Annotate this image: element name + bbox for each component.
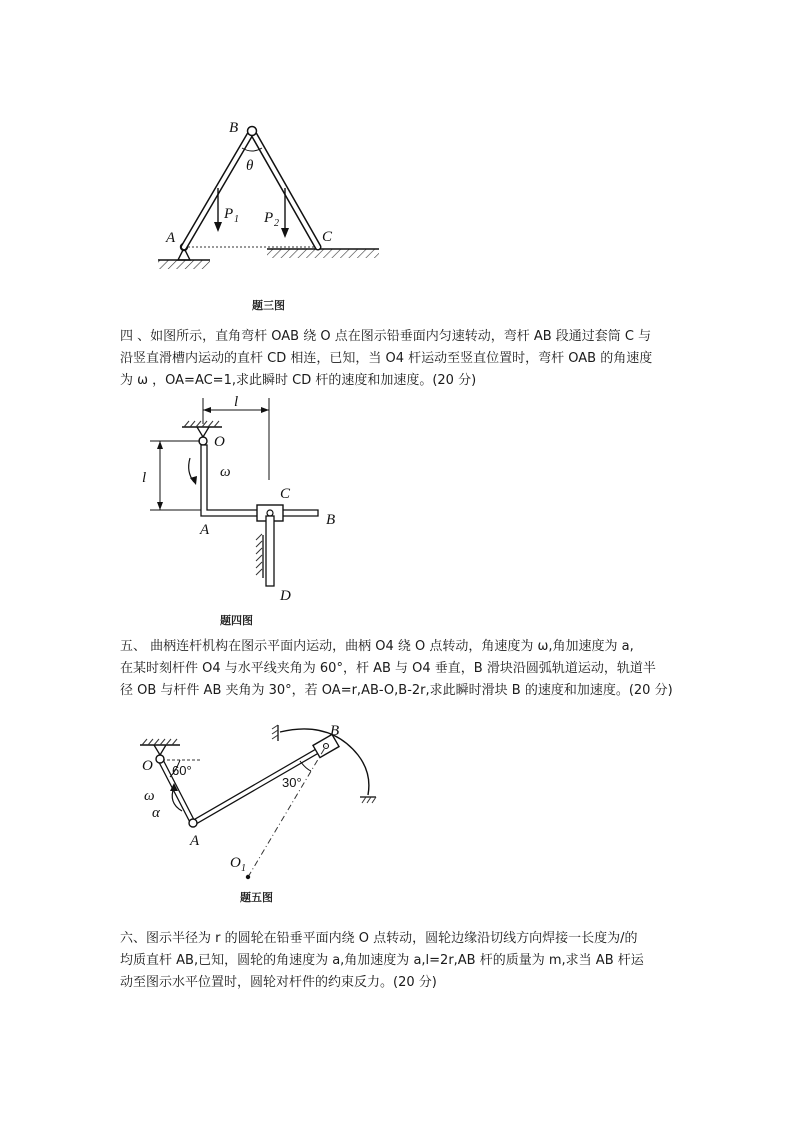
pivot-o (199, 437, 207, 445)
hinge-b (248, 127, 257, 136)
question-6-line-2: 均质直杆 AB,已知，圆轮的角速度为 a,角加速度为 a,l=2r,AB 杆的质量为 m,求当 AB 杆运 (120, 953, 644, 968)
label-angle-30: 30° (282, 775, 302, 790)
label-b: B (326, 512, 336, 528)
label-d: D (280, 588, 291, 604)
angle-30-arc (300, 761, 311, 771)
label-b: B (229, 120, 239, 136)
label-a: A (200, 522, 210, 538)
question-5-line-3: 径 OB 与杆件 AB 夹角为 30°，若 OA=r,AB-O,B-2r,求此瞬时滑块 B 的速度和加速度。(20 分) (120, 683, 673, 698)
label-o: O (214, 434, 225, 450)
figure-5-caption: 题五图 (240, 891, 273, 904)
pivot-o (156, 755, 164, 763)
question-4-line-3: 为 ω ，OA=AC=1,求此瞬时 CD 杆的速度和加速度。(20 分) (120, 373, 477, 388)
label-omega: ω (220, 464, 231, 480)
label-omega: ω (144, 788, 155, 804)
label-l-top: l (234, 394, 239, 410)
center-o1 (246, 875, 250, 879)
label-p2-sub: 2 (274, 218, 279, 229)
label-o: O (142, 758, 153, 774)
ground-left-hatch (158, 260, 210, 269)
label-alpha: α (152, 805, 160, 821)
link-ab (193, 746, 326, 823)
label-theta: θ (246, 158, 254, 174)
label-o1: O (230, 855, 241, 871)
figure-4 (130, 390, 370, 630)
question-5-text (120, 636, 680, 702)
label-a: A (166, 230, 176, 246)
question-4-text (120, 326, 680, 392)
joint-a (189, 819, 197, 827)
label-p2: P (264, 210, 274, 226)
label-b: B (330, 723, 340, 739)
label-c: C (280, 486, 291, 502)
label-o1-sub: 1 (241, 863, 246, 874)
figure-3-caption: 题三图 (252, 299, 285, 312)
question-5-line-1: 五、 曲柄连杆机构在图示平面内运动，曲柄 O4 绕 O 点转动，角速度为 ω,角加速度为 a, (120, 639, 634, 654)
ground-right-hatch (267, 249, 379, 258)
question-6-line-3: 动至图示水平位置时，圆轮对杆件的约束反力。(20 分) (120, 975, 437, 990)
label-a: A (190, 833, 200, 849)
question-4-line-2: 沿竖直滑槽内运动的直杆 CD 相连，已知，当 O4 杆运动至竖直位置时，弯杆 OAB 的角速度 (120, 351, 653, 366)
question-6-text (120, 928, 680, 994)
label-l-left: l (142, 470, 147, 486)
label-p1-sub: 1 (234, 214, 239, 225)
label-c: C (322, 229, 333, 245)
figure-4-caption: 题四图 (220, 614, 253, 627)
question-4-line-1: 四 、如图所示，直角弯杆 OAB 绕 O 点在图示铅垂面内匀速转动，弯杆 AB 段通过套筒 C 与 (120, 329, 652, 344)
question-6-line-1: 六、图示半径为 r 的圆轮在铅垂平面内绕 O 点转动，圆轮边缘沿切线方向焊接一长度为/的 (120, 931, 638, 946)
label-angle-60: 60° (172, 763, 192, 778)
rod-cd (266, 516, 274, 586)
figure-3 (140, 110, 420, 320)
label-p1: P (224, 206, 234, 222)
question-5-line-2: 在某时刻杆件 O4 与水平线夹角为 60°，杆 AB 与 O4 垂直，B 滑块沿圆弧轨道运动，轨道半 (120, 661, 656, 676)
figure-5 (130, 715, 390, 910)
